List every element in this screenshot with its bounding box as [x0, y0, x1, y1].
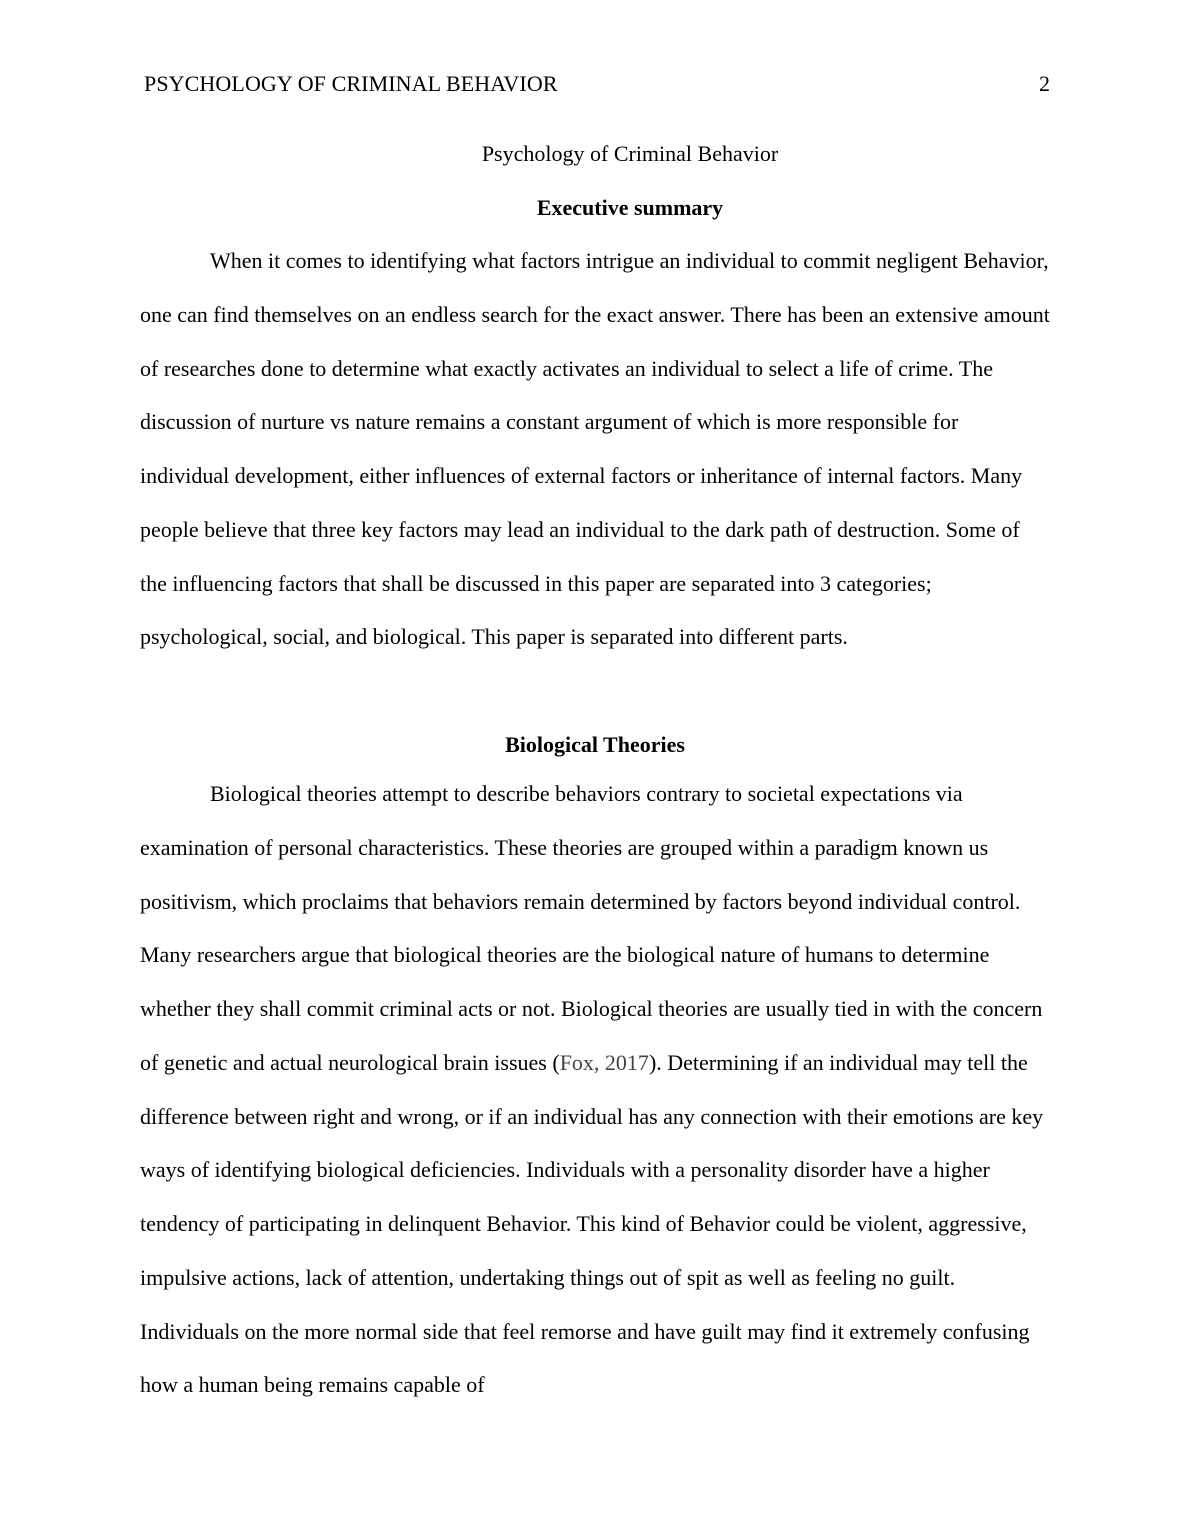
section-heading-executive-summary: Executive summary — [536, 195, 724, 220]
running-head: PSYCHOLOGY OF CRIMINAL BEHAVIOR — [144, 71, 558, 96]
page-number: 2 — [1039, 71, 1050, 96]
paragraph-text-before-citation: Biological theories attempt to describe behaviors contrary to societal expectations via examination of personal characteristics. These theories are grouped within a paradigm known us positivism, which proclaims that behaviors remain determined by factors beyond individual control. Many researchers argue that biological theories are the biological nature of humans to determine whether they shall commit criminal acts or not. Biological theories are usually tied in with the concern of genetic and actual neurological brain issues ( — [140, 781, 1043, 1075]
section-paragraph-biological-theories — [140, 767, 1050, 1412]
section-heading-biological-theories: Biological Theories — [505, 732, 685, 757]
paragraph-text-after-citation: ). Determining if an individual may tell the difference between right and wrong, or if an individual has any connection with their emotions are key ways of identifying biological deficiencies. Individuals with a personality disorder have a higher tendency of participating in delinquent Behavior. This kind of Behavior could be violent, aggressive, impulsive actions, lack of attention, undertaking things out of spit as well as feeling no guilt. Individuals on the more normal side that feel remorse and have guilt may find it extremely confusing how a human being remains capable of — [140, 1049, 1044, 1398]
document-title: Psychology of Criminal Behavior — [481, 141, 779, 166]
in-text-citation: Fox, 2017 — [559, 1049, 649, 1075]
section-paragraph-executive-summary: When it comes to identifying what factors intrigue an individual to commit negligent Behavior, one can find themselves on an endless search for the exact answer. There has been an extensive amount of researches done to determine what exactly activates an individual to select a life of crime. The discussion of nurture vs nature remains a constant argument of which is more responsible for individual development, either influences of external factors or inheritance of internal factors. Many people believe that three key factors may lead an individual to the dark path of destruction. Some of the influencing factors that shall be discussed in this paper are separated into 3 categories; psychological, social, and biological. This paper is separated into different parts. — [140, 248, 1050, 650]
